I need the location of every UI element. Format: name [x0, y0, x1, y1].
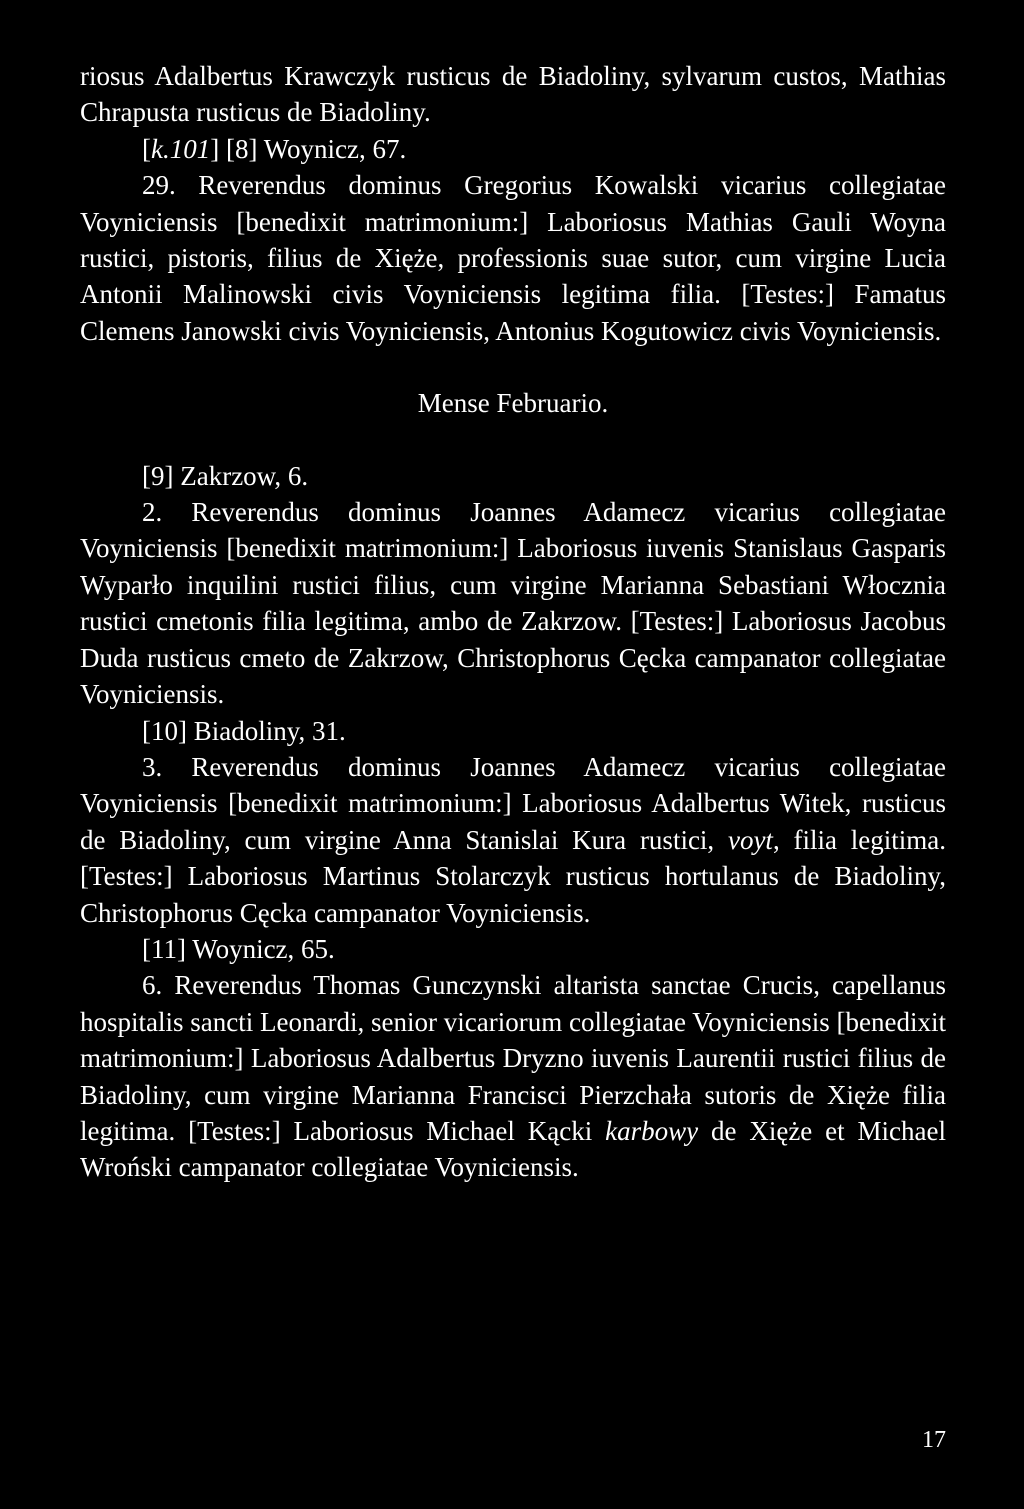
entry-heading-8: [k.101] [8] Woynicz, 67. [142, 133, 407, 164]
entry-paragraph-2: 2. Reverendus dominus Joannes Adamecz vicarius collegiatae Voyniciensis [benedixit matrimonium:] Laboriosus iuvenis Stanislaus Gasparis Wyparło inquilini rustici filius, cum virgine Marianna Sebastiani Włocznia rustici cmetonis filia legitima, ambo de Zakrzow. [Testes:] Laboriosus Jacobus Duda rusticus cmeto de Zakrzow, Christophorus Cęcka campanator collegiatae Voyniciensis. [80, 497, 946, 710]
entry-3-italic: voyt [727, 824, 773, 855]
entry-heading-11: [11] Woynicz, 65. [142, 933, 335, 964]
page-number: 17 [922, 1427, 946, 1453]
entry-paragraph-6 [80, 967, 946, 1185]
entry-paragraph-3 [80, 749, 946, 931]
entry-paragraph-29: 29. Reverendus dominus Gregorius Kowalski vicarius collegiatae Voyniciensis [benedixit matrimonium:] Laboriosus Mathias Gauli Woyna rustici, pistoris, filius de Xięże, professionis suae sutor, cum virgine Lucia Antonii Malinowski civis Voyniciensis legitima filia. [Testes:] Famatus Clemens Janowski civis Voyniciensis, Antonius Kogutowicz civis Voyniciensis. [80, 170, 946, 346]
entry-heading-9: [9] Zakrzow, 6. [142, 460, 309, 491]
entry-3-text-a: 3. Reverendus dominus Joannes Adamecz vicarius collegiatae Voyniciensis [benedixit matrimonium:] Laboriosus Adalbertus Witek, rusticus de Biadoliny, cum virgine Anna Stanislai Kura rustici, [80, 751, 946, 855]
entry-6-italic: karbowy [605, 1115, 699, 1146]
document-page [80, 58, 946, 1186]
month-heading: Mense Februario. [417, 388, 609, 419]
entry-6-text-a: 6. Reverendus Thomas Gunczynski altarista sanctae Crucis, capellanus hospitalis sancti Leonardi, senior vicariorum collegiatae Voyniciensis [benedixit matrimonium:] Laboriosus Adalbertus Dryzno iuvenis Laurentii rustici filius de Biadoliny, cum virgine Marianna Francisci Pierzchała sutoris de Xięże filia legitima. [Testes:] Laboriosus Michael Kącki [80, 970, 946, 1146]
folio-reference: k.101 [151, 133, 211, 164]
continuation-paragraph: riosus Adalbertus Krawczyk rusticus de Biadoliny, sylvarum custos, Mathias Chrapusta rusticus de Biadoliny. [80, 61, 946, 128]
entry-6-text-b: de Xięże et Michael Wroński campanator collegiatae Voyniciensis. [80, 1115, 946, 1183]
entry-3-text-b: , filia legitima. [Testes:] Laboriosus Martinus Stolarczyk rusticus hortulanus de Biadoliny, Christophorus Cęcka campanator Voyniciensis. [80, 824, 946, 928]
entry-heading-8-rest: [8] Woynicz, 67. [219, 133, 407, 164]
entry-heading-10: [10] Biadoliny, 31. [142, 715, 346, 746]
